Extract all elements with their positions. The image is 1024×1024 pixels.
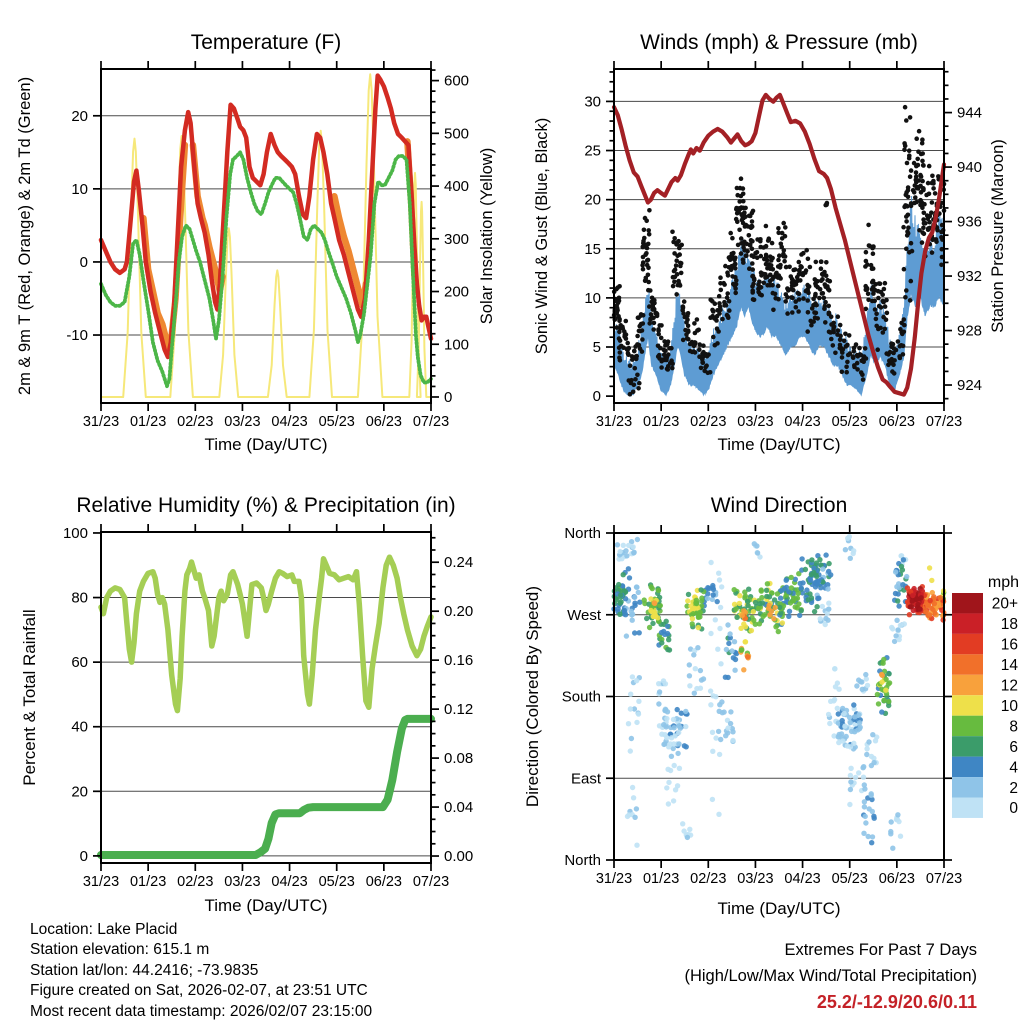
svg-text:20: 20 [71, 107, 88, 125]
svg-text:North: North [564, 852, 601, 869]
figure-created-timestamp: Figure created on Sat, 2026-02-07, at 23:51 UTC [30, 982, 368, 1000]
svg-text:East: East [570, 770, 601, 788]
svg-text:07/23: 07/23 [925, 871, 963, 887]
svg-text:0.08: 0.08 [444, 750, 474, 768]
svg-text:02/23: 02/23 [690, 871, 727, 887]
station-location: Location: Lake Placid [30, 921, 178, 938]
svg-text:06/23: 06/23 [878, 414, 916, 430]
svg-text:600: 600 [444, 72, 470, 90]
svg-text:31/23: 31/23 [82, 874, 120, 890]
svg-text:300: 300 [444, 230, 470, 248]
svg-text:02/23: 02/23 [177, 874, 214, 890]
svg-text:0: 0 [79, 253, 88, 271]
svg-text:30: 30 [584, 93, 601, 111]
svg-text:Temperature (F): Temperature (F) [190, 31, 342, 54]
svg-text:0.04: 0.04 [444, 799, 474, 817]
svg-text:0.24: 0.24 [444, 554, 474, 572]
svg-text:North: North [564, 525, 601, 542]
speed-colorbar [952, 574, 1019, 818]
svg-text:0: 0 [79, 847, 88, 865]
svg-text:0.12: 0.12 [444, 701, 474, 719]
svg-text:04/23: 04/23 [784, 414, 821, 430]
svg-text:Solar Insolation (Yellow): Solar Insolation (Yellow) [478, 147, 496, 325]
svg-text:0: 0 [592, 388, 601, 406]
svg-text:Relative Humidity (%) & Precip: Relative Humidity (%) & Precipitation (in) [76, 494, 456, 517]
extremes-title: Extremes For Past 7 Days [784, 941, 977, 959]
chart-temperature [16, 31, 496, 454]
svg-text:Time (Day/UTC): Time (Day/UTC) [717, 435, 841, 454]
svg-text:928: 928 [957, 322, 983, 340]
svg-text:Wind Direction: Wind Direction [710, 494, 848, 517]
svg-text:06/23: 06/23 [365, 414, 403, 430]
svg-text:04/23: 04/23 [784, 871, 821, 887]
svg-text:944: 944 [957, 104, 983, 122]
svg-text:Winds (mph) & Pressure (mb): Winds (mph) & Pressure (mb) [640, 31, 918, 54]
svg-text:6: 6 [1009, 738, 1018, 756]
svg-text:20+: 20+ [991, 595, 1018, 613]
svg-text:31/23: 31/23 [595, 414, 633, 430]
svg-text:Sonic Wind & Gust (Blue, Black: Sonic Wind & Gust (Blue, Black) [533, 117, 551, 355]
svg-text:05/23: 05/23 [831, 414, 868, 430]
station-elevation: Station elevation: 615.1 m [30, 941, 210, 959]
chart-winds-pressure [533, 31, 1007, 454]
svg-text:07/23: 07/23 [412, 414, 450, 430]
svg-text:10: 10 [1000, 697, 1018, 715]
svg-text:0: 0 [444, 388, 453, 406]
svg-text:0: 0 [1009, 800, 1018, 818]
svg-text:400: 400 [444, 178, 470, 196]
svg-text:Time (Day/UTC): Time (Day/UTC) [204, 896, 328, 915]
svg-text:500: 500 [444, 125, 470, 143]
svg-text:06/23: 06/23 [365, 874, 403, 890]
svg-text:03/23: 03/23 [224, 874, 261, 890]
station-latlon: Station lat/lon: 44.2416; -73.9835 [30, 961, 259, 979]
recent-data-timestamp: Most recent data timestamp: 2026/02/07 23:15:00 [30, 1002, 373, 1020]
svg-text:0.00: 0.00 [444, 848, 474, 866]
svg-text:2: 2 [1009, 779, 1018, 797]
svg-text:05/23: 05/23 [318, 414, 355, 430]
svg-text:8: 8 [1009, 718, 1018, 736]
svg-text:10: 10 [584, 289, 601, 307]
svg-text:12: 12 [1000, 677, 1018, 695]
svg-text:4: 4 [1009, 759, 1018, 777]
svg-text:0.16: 0.16 [444, 652, 474, 670]
svg-text:20: 20 [584, 191, 601, 209]
svg-text:924: 924 [957, 377, 983, 395]
svg-text:932: 932 [957, 268, 983, 286]
chart-humidity-precip [20, 494, 473, 915]
svg-text:31/23: 31/23 [595, 871, 633, 887]
svg-text:West: West [567, 606, 601, 624]
svg-text:07/23: 07/23 [925, 414, 963, 430]
svg-text:18: 18 [1000, 616, 1018, 634]
svg-text:940: 940 [957, 159, 983, 177]
svg-text:-10: -10 [66, 327, 88, 345]
svg-text:Percent & Total Rainfall: Percent & Total Rainfall [20, 609, 39, 786]
extremes-block [684, 937, 977, 1015]
svg-text:05/23: 05/23 [318, 874, 355, 890]
svg-text:14: 14 [1000, 657, 1018, 675]
svg-text:20: 20 [71, 783, 88, 801]
chart-wind-direction [523, 494, 1019, 918]
svg-text:100: 100 [444, 336, 470, 354]
svg-text:15: 15 [584, 240, 601, 258]
svg-text:25: 25 [584, 142, 601, 160]
svg-text:03/23: 03/23 [737, 414, 774, 430]
svg-text:01/23: 01/23 [129, 874, 167, 890]
svg-text:Time (Day/UTC): Time (Day/UTC) [204, 435, 328, 454]
svg-text:South: South [561, 688, 601, 706]
svg-text:Station Pressure (Maroon): Station Pressure (Maroon) [989, 139, 1007, 333]
svg-text:04/23: 04/23 [271, 414, 308, 430]
svg-text:200: 200 [444, 283, 470, 301]
svg-text:2m & 9m T (Red, Orange) & 2m T: 2m & 9m T (Red, Orange) & 2m Td (Green) [16, 76, 34, 396]
svg-text:5: 5 [592, 339, 601, 357]
svg-text:16: 16 [1000, 636, 1018, 654]
svg-text:mph: mph [987, 574, 1019, 591]
svg-text:0.20: 0.20 [444, 603, 474, 621]
svg-text:01/23: 01/23 [129, 414, 167, 430]
svg-text:07/23: 07/23 [412, 874, 450, 890]
svg-text:03/23: 03/23 [737, 871, 774, 887]
svg-text:10: 10 [71, 180, 88, 198]
svg-text:60: 60 [71, 654, 88, 672]
svg-text:05/23: 05/23 [831, 871, 868, 887]
station-info-block [30, 920, 372, 1022]
svg-text:936: 936 [957, 213, 983, 231]
svg-text:100: 100 [62, 524, 88, 542]
svg-text:01/23: 01/23 [642, 414, 680, 430]
svg-text:03/23: 03/23 [224, 414, 261, 430]
svg-text:02/23: 02/23 [177, 414, 214, 430]
svg-text:06/23: 06/23 [878, 871, 916, 887]
svg-text:Direction (Colored By Speed): Direction (Colored By Speed) [523, 585, 542, 808]
extremes-subtitle: (High/Low/Max Wind/Total Precipitation) [684, 967, 977, 985]
svg-text:Time (Day/UTC): Time (Day/UTC) [717, 899, 841, 918]
svg-text:40: 40 [71, 718, 88, 736]
svg-text:31/23: 31/23 [82, 414, 120, 430]
svg-text:01/23: 01/23 [642, 871, 680, 887]
svg-text:04/23: 04/23 [271, 874, 308, 890]
svg-text:02/23: 02/23 [690, 414, 727, 430]
extremes-values: 25.2/-12.9/20.6/0.11 [816, 992, 977, 1012]
svg-text:80: 80 [71, 589, 88, 607]
